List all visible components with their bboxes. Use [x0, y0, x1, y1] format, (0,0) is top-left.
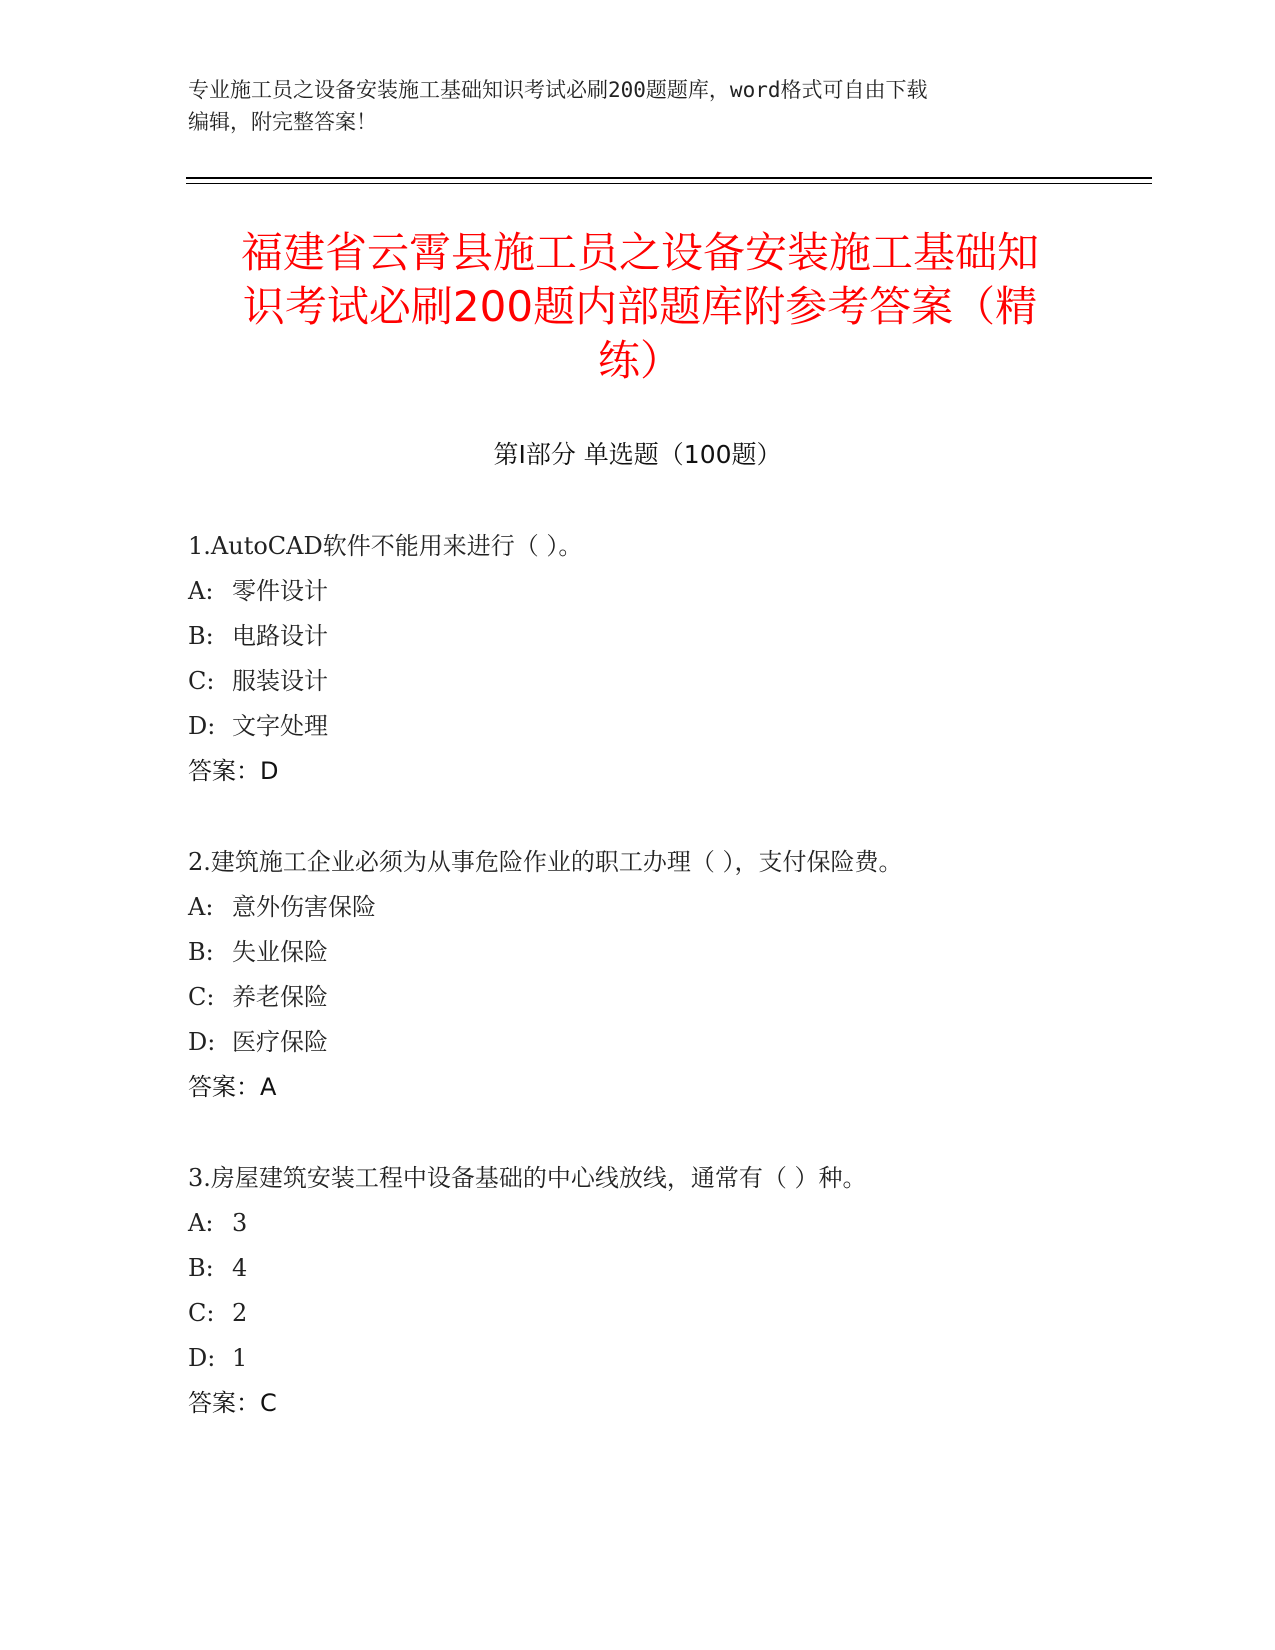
- option-b: [188, 614, 1148, 659]
- option-text: 电路设计: [232, 622, 328, 650]
- question-2: [188, 840, 1148, 1110]
- option-d: [188, 1020, 1148, 1065]
- option-letter: C:: [188, 667, 215, 695]
- answer: 答案：C: [188, 1389, 277, 1417]
- option-text: 文字处理: [232, 712, 328, 740]
- option-letter: B:: [188, 1254, 214, 1282]
- document-title-line-1: 福建省云霄县施工员之设备安装施工基础知: [240, 228, 1039, 277]
- document-title-line-3: 练）: [597, 336, 682, 385]
- answer: 答案：A: [188, 1073, 277, 1101]
- option-d: [188, 704, 1148, 749]
- option-text: 4: [232, 1254, 248, 1282]
- option-letter: C:: [188, 983, 215, 1011]
- header-note-line-1: 专业施工员之设备安装施工基础知识考试必刷200题题库，word格式可自由下载: [188, 78, 928, 102]
- question-stem: 1.AutoCAD软件不能用来进行（ ）。: [188, 532, 583, 560]
- option-letter: A:: [188, 577, 214, 605]
- option-c: [188, 975, 1148, 1020]
- answer: 答案：D: [188, 757, 279, 785]
- question-1: [188, 524, 1148, 794]
- question-stem: 3.房屋建筑安装工程中设备基础的中心线放线，通常有（ ）种。: [188, 1164, 867, 1192]
- option-letter: D:: [188, 1028, 216, 1056]
- option-letter: B:: [188, 938, 214, 966]
- option-letter: C:: [188, 1299, 215, 1327]
- header-divider-thin: [186, 183, 1152, 184]
- option-text: 医疗保险: [232, 1028, 328, 1056]
- option-c: [188, 659, 1148, 704]
- option-c: [188, 1291, 1148, 1336]
- option-letter: B:: [188, 622, 214, 650]
- option-b: [188, 930, 1148, 975]
- header-note: [188, 74, 1068, 138]
- option-d: [188, 1336, 1148, 1381]
- option-text: 服装设计: [232, 667, 328, 695]
- option-text: 养老保险: [232, 983, 328, 1011]
- option-text: 零件设计: [232, 577, 328, 605]
- option-a: [188, 1201, 1148, 1246]
- option-text: 3: [232, 1209, 248, 1237]
- option-letter: D:: [188, 1344, 216, 1372]
- document-title-line-2: 识考试必刷200题内部题库附参考答案（精: [242, 282, 1038, 331]
- option-text: 2: [232, 1299, 248, 1327]
- option-text: 1: [232, 1344, 248, 1372]
- option-a: [188, 569, 1148, 614]
- option-letter: A:: [188, 893, 214, 921]
- option-letter: A:: [188, 1209, 214, 1237]
- header-divider-thick: [186, 177, 1152, 179]
- header-note-line-2: 编辑，附完整答案！: [188, 110, 377, 134]
- question-3: [188, 1156, 1148, 1426]
- section-title: 第Ⅰ部分 单选题（100题）: [493, 440, 782, 469]
- option-text: 失业保险: [232, 938, 328, 966]
- option-letter: D:: [188, 712, 216, 740]
- option-a: [188, 885, 1148, 930]
- option-b: [188, 1246, 1148, 1291]
- document-title: [180, 226, 1100, 388]
- option-text: 意外伤害保险: [232, 893, 376, 921]
- question-stem: 2.建筑施工企业必须为从事危险作业的职工办理（ ），支付保险费。: [188, 848, 903, 876]
